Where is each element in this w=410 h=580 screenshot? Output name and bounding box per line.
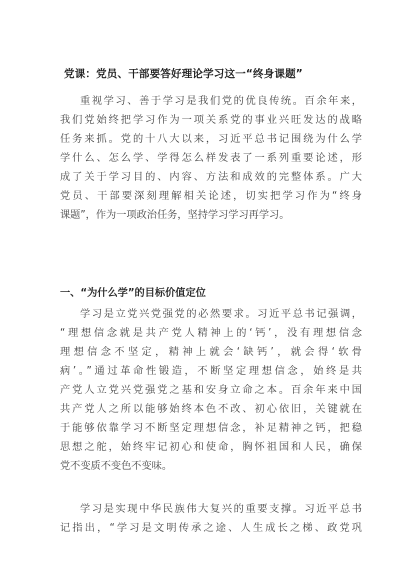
paragraph-line: 于能够依靠学习不断坚定理想信念，补足精神之钙，把稳 — [60, 423, 362, 434]
paragraph-line: 记指出，“学习是文明传承之途、人生成长之梯、政党巩 — [60, 523, 362, 534]
paragraph-line: 学习是实现中华民族伟大复兴的重要支撑。习近平总书 — [80, 504, 362, 515]
paragraph-line: 学什么、怎么学、学得怎么样发表了一系列重要论述，形 — [60, 153, 362, 164]
paragraph-line: 我们党始终把学习作为一项关系党的事业兴旺发达的战略 — [60, 115, 362, 126]
paragraph-line: 共产党人之所以能够始终本色不改、初心依旧，关键就在 — [60, 404, 362, 415]
paragraph-line: 思想之舵，始终牢记初心和使命，胸怀祖国和人民，确保 — [60, 442, 362, 453]
paragraph-line: 学习是立党兴党强党的必然要求。习近平总书记强调， — [80, 309, 362, 320]
paragraph-line: 理想信念不坚定，精神上就会‘缺钙’，就会得‘软骨 — [60, 347, 362, 358]
paragraph-intro — [60, 92, 362, 225]
paragraph-section-1b — [60, 500, 362, 538]
paragraph-section-1a — [60, 305, 362, 476]
paragraph-line: 党不变质不变色不变味。 — [60, 461, 173, 472]
paragraph-line: 产党人立党兴党强党之基和安身立命之本。百余年来中国 — [60, 385, 362, 396]
paragraph-line: 任务来抓。党的十八大以来，习近平总书记围绕为什么学 — [60, 134, 362, 145]
paragraph-line: “理想信念就是共产党人精神上的‘钙’，没有理想信念 — [60, 328, 362, 339]
paragraph-line: 课题”，作为一项政治任务，坚持学习学习再学习。 — [60, 210, 290, 221]
paragraph-line: 党员、干部要深刻理解相关论述，切实把学习作为“终身 — [60, 191, 362, 202]
paragraph-line: 病’。”通过革命性锻造，不断坚定理想信念，始终是共 — [60, 366, 362, 377]
document-title: 党课：党员、干部要答好理论学习这一“终身课题” — [64, 68, 303, 80]
paragraph-line: 重视学习、善于学习是我们党的优良传统。百余年来， — [80, 96, 362, 107]
section-heading: 一、“为什么学”的目标价值定位 — [60, 288, 206, 299]
paragraph-line: 成了关于学习目的、内容、方法和成效的完整体系。广大 — [60, 172, 362, 183]
